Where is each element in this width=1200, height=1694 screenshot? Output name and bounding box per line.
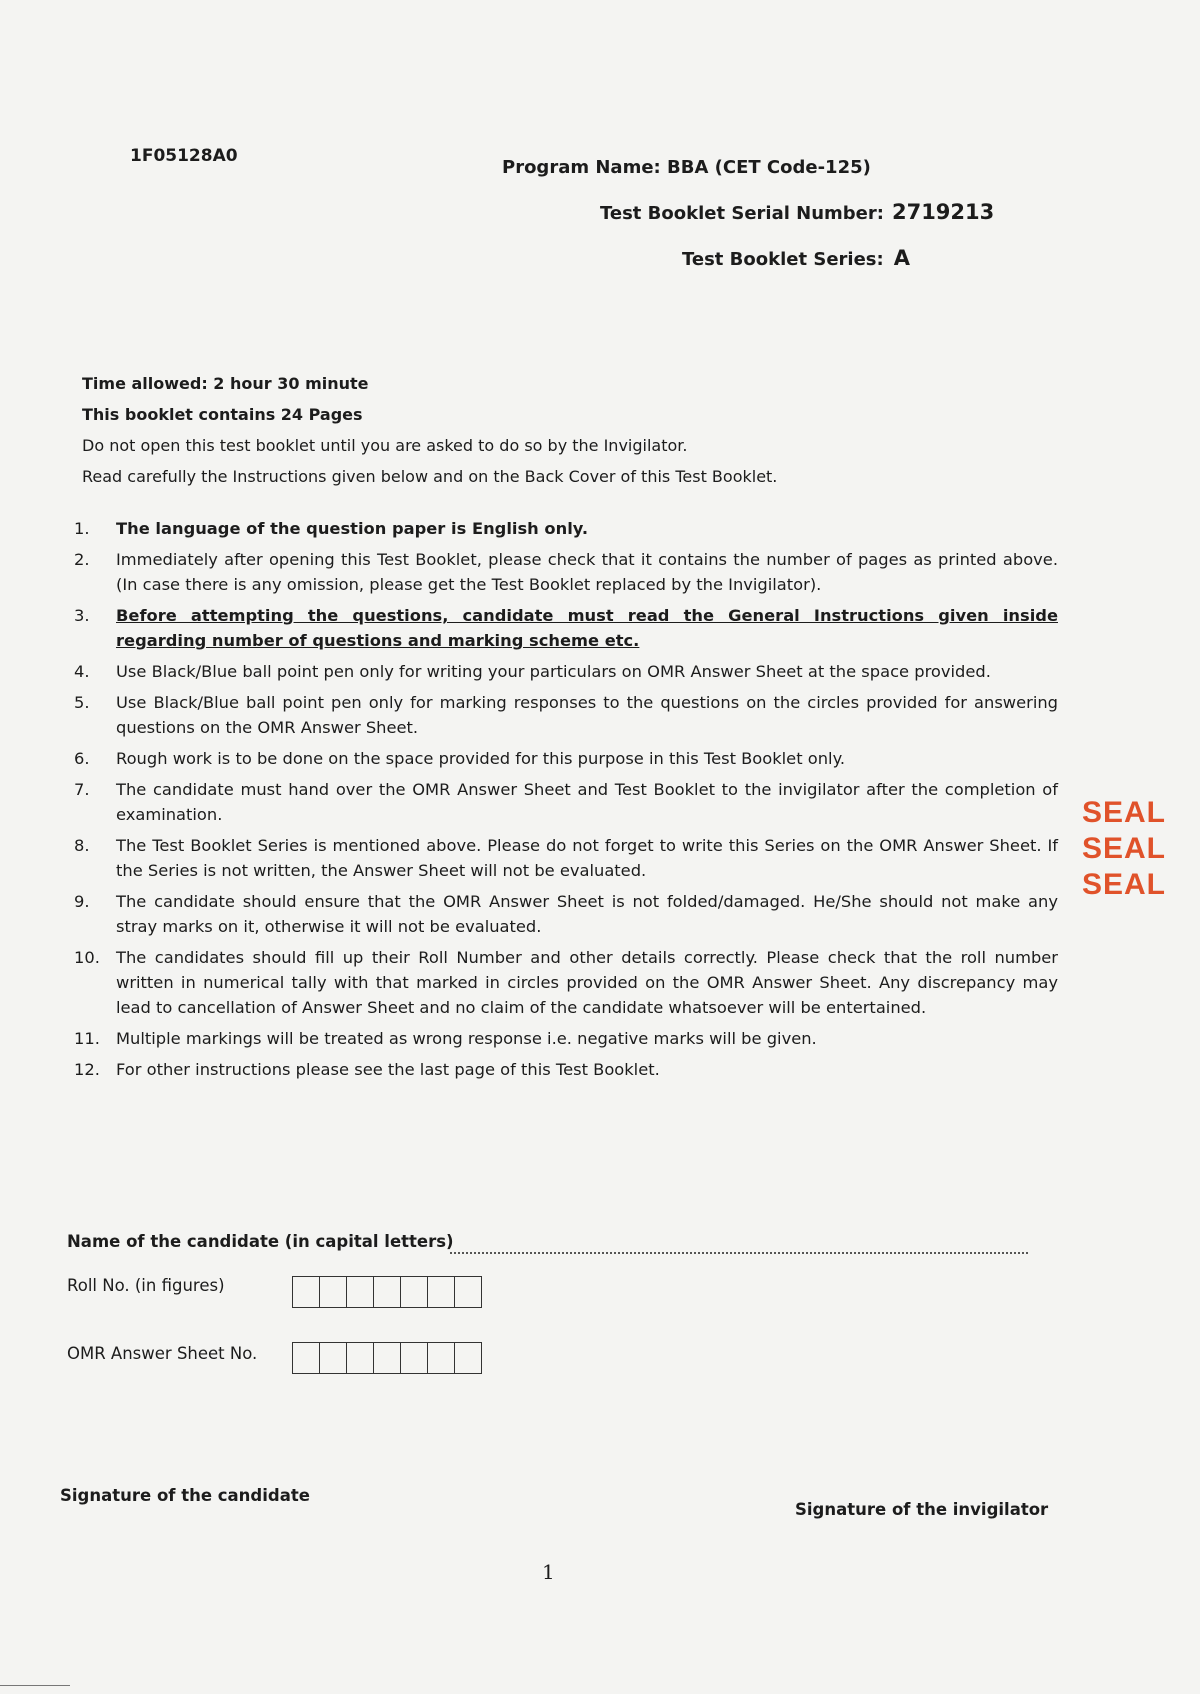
instruction-item xyxy=(74,690,1058,740)
footer-rule xyxy=(0,1685,70,1686)
digit-box[interactable] xyxy=(374,1277,401,1307)
time-allowed: Time allowed: 2 hour 30 minute xyxy=(82,374,369,393)
instruction-item xyxy=(74,889,1058,939)
instruction-item xyxy=(74,777,1058,827)
seal-text: SEAL xyxy=(1082,796,1167,829)
seal-text: SEAL xyxy=(1082,832,1167,865)
instruction-text: Immediately after opening this Test Booklet, please check that it contains the number of pages as printed above. (In case there is any omission, please get the Test Booklet replaced by the Invigilator). xyxy=(116,550,1058,594)
series-line xyxy=(682,246,910,270)
digit-box[interactable] xyxy=(320,1277,347,1307)
instruction-item xyxy=(74,945,1058,1020)
instruction-item xyxy=(74,659,1058,684)
instruction-number: 5. xyxy=(74,693,90,712)
digit-box[interactable] xyxy=(293,1343,320,1373)
page-count: This booklet contains 24 Pages xyxy=(82,405,363,424)
instruction-item xyxy=(74,746,1058,771)
instruction-number: 7. xyxy=(74,780,90,799)
instruction-text: Rough work is to be done on the space provided for this purpose in this Test Booklet only. xyxy=(116,749,846,768)
roll-number-label: Roll No. (in figures) xyxy=(67,1276,225,1295)
serial-number-line xyxy=(600,200,994,224)
serial-value: 2719213 xyxy=(891,200,995,224)
candidate-name-label: Name of the candidate (in capital letters) xyxy=(67,1232,454,1251)
instruction-item xyxy=(74,1026,1058,1051)
series-value: A xyxy=(893,246,910,270)
roll-number-boxes[interactable] xyxy=(292,1276,482,1308)
seal-stamp xyxy=(1082,795,1166,903)
candidate-signature-label: Signature of the candidate xyxy=(60,1486,310,1505)
instruction-text: For other instructions please see the last page of this Test Booklet. xyxy=(116,1060,660,1079)
instruction-number: 10. xyxy=(74,948,100,967)
instruction-item xyxy=(74,516,1058,541)
instruction-text: The Test Booklet Series is mentioned above. Please do not forget to write this Series on the OMR Answer Sheet. If the Series is not written, the Answer Sheet will not be evaluated. xyxy=(116,836,1058,880)
invigilator-signature-label: Signature of the invigilator xyxy=(795,1500,1049,1519)
instruction-text: Use Black/Blue ball point pen only for writing your particulars on OMR Answer Sheet at the space provided. xyxy=(116,662,991,681)
instruction-text: Before attempting the questions, candidate must read the General Instructions given inside regarding number of questions and marking scheme etc. xyxy=(116,606,1058,650)
digit-box[interactable] xyxy=(428,1277,455,1307)
series-label: Test Booklet Series: xyxy=(682,249,884,270)
instruction-item xyxy=(74,1057,1058,1082)
intro-line-2: Read carefully the Instructions given below and on the Back Cover of this Test Booklet. xyxy=(82,467,778,486)
program-name: Program Name: BBA (CET Code-125) xyxy=(502,157,871,178)
instruction-item xyxy=(74,547,1058,597)
instruction-number: 1. xyxy=(74,519,90,538)
instruction-number: 4. xyxy=(74,662,90,681)
instruction-number: 2. xyxy=(74,550,90,569)
instruction-item xyxy=(74,833,1058,883)
instruction-text: The candidate should ensure that the OMR Answer Sheet is not folded/damaged. He/She should not make any stray marks on it, otherwise it will not be evaluated. xyxy=(116,892,1058,936)
digit-box[interactable] xyxy=(347,1343,374,1373)
intro-line-1: Do not open this test booklet until you are asked to do so by the Invigilator. xyxy=(82,436,688,455)
booklet-code: 1F05128A0 xyxy=(130,146,238,166)
serial-label: Test Booklet Serial Number: xyxy=(600,203,884,224)
digit-box[interactable] xyxy=(401,1343,428,1373)
instruction-item xyxy=(74,603,1058,653)
instruction-number: 9. xyxy=(74,892,90,911)
digit-box[interactable] xyxy=(320,1343,347,1373)
omr-sheet-label: OMR Answer Sheet No. xyxy=(67,1344,258,1363)
candidate-name-field[interactable] xyxy=(450,1252,1028,1254)
omr-sheet-boxes[interactable] xyxy=(292,1342,482,1374)
instructions-list xyxy=(74,516,1058,1088)
digit-box[interactable] xyxy=(428,1343,455,1373)
instruction-number: 11. xyxy=(74,1029,100,1048)
digit-box[interactable] xyxy=(293,1277,320,1307)
digit-box[interactable] xyxy=(347,1277,374,1307)
instruction-number: 6. xyxy=(74,749,90,768)
instruction-number: 12. xyxy=(74,1060,100,1079)
instruction-text: The candidate must hand over the OMR Answer Sheet and Test Booklet to the invigilator after the completion of examination. xyxy=(116,780,1058,824)
digit-box[interactable] xyxy=(455,1343,481,1373)
seal-text: SEAL xyxy=(1082,868,1167,901)
instruction-text: The candidates should fill up their Roll Number and other details correctly. Please check that the roll number written in numerical tally with that marked in circles provided on the OMR Answer Sheet. Any discrepancy may lead to cancellation of Answer Sheet and no claim of the candidate whatsoever will be entertained. xyxy=(116,948,1058,1017)
instruction-number: 8. xyxy=(74,836,90,855)
digit-box[interactable] xyxy=(374,1343,401,1373)
instruction-text: The language of the question paper is English only. xyxy=(116,519,589,538)
digit-box[interactable] xyxy=(401,1277,428,1307)
digit-box[interactable] xyxy=(455,1277,481,1307)
instruction-number: 3. xyxy=(74,606,90,625)
page-number: 1 xyxy=(542,1560,555,1584)
instruction-text: Use Black/Blue ball point pen only for marking responses to the questions on the circles provided for answering questions on the OMR Answer Sheet. xyxy=(116,693,1058,737)
instruction-text: Multiple markings will be treated as wrong response i.e. negative marks will be given. xyxy=(116,1029,817,1048)
